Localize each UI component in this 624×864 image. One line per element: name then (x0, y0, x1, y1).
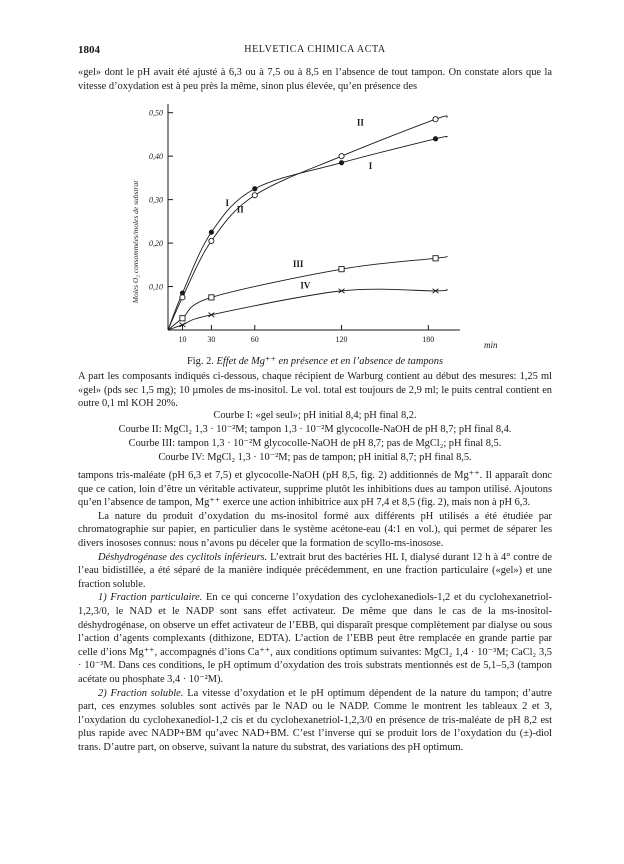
y-tick-label: 0,10 (149, 282, 163, 292)
y-tick-label: 0,40 (149, 152, 163, 162)
curve-label-IV: IV (300, 280, 311, 291)
data-point (433, 117, 438, 122)
x-tick-label: 60 (250, 335, 259, 344)
curve-label-I: I (368, 161, 373, 172)
paragraph: tampons tris-maléate (pH 6,3 et 7,5) et glycocolle-NaOH (pH 8,5, fig. 2) additionnés de Mg⁺⁺. Il apparaît donc que ce cation, loin d’être un véritable activateur, supprime plutôt les inhibitions dues au tampon utilisé. Ajoutons qu’en l’absence de tampon, Mg⁺⁺ exerce une action inhibitrice aux pH 7,4 et 8,5 (fig. 2), mais non à pH 6,3. (78, 470, 552, 509)
data-point (209, 230, 214, 235)
figure-caption-text: Effet de Mg⁺⁺ en présence et en l’absence de tampons (216, 356, 443, 367)
y-axis-label: Moles O₂ consommées/moles de substrat (131, 180, 140, 304)
journal-name: HELVETICA CHIMICA ACTA (244, 44, 386, 55)
section-heading: Déshydrogénase des cyclitols inférieurs. (98, 551, 268, 563)
x-tick-label: 120 (335, 335, 348, 344)
curve-label-I-upper: I (225, 198, 230, 209)
y-tick-label: 0,30 (149, 195, 163, 205)
body-text (78, 469, 552, 754)
curve-line-2: Courbe II: MgCl₂ 1,3 · 10⁻²M; tampon 1,3 · 10⁻²M glycocolle-NaOH de pH 8,7; pH final 8,4. (118, 424, 512, 435)
curve-line-4: Courbe IV: MgCl₂ 1,3 · 10⁻²M; pas de tampon; pH initial 8,7; pH final 8,5. (158, 452, 472, 463)
paragraph: Déshydrogénase des cyclitols inférieurs. L’extrait brut des bactéries HL I, dialysé durant 12 h à 4° contre de l’eau bidistillée, a été séparé de la manière indiquée précédemment, en une fraction particulaire («gel») et une fraction soluble. (78, 551, 552, 590)
x-tick-label: 30 (207, 335, 216, 344)
figure-2 (120, 94, 510, 356)
curve-label-II-upper: II (356, 117, 364, 128)
y-tick-label: 0,50 (149, 108, 163, 118)
figure-caption (78, 355, 552, 367)
figure-caption-label: Fig. 2. (187, 356, 214, 367)
page-header (78, 44, 552, 58)
x-tick-label: 10 (178, 335, 187, 344)
curve-label-II: II (236, 204, 244, 215)
data-point (209, 295, 214, 300)
intro-paragraph: «gel» dont le pH avait été ajusté à 6,3 ou à 7,5 ou à 8,5 en l’absence de tout tampon. On constate alors que la vitesse d’oxydation est à peu près la même, sinon plus élevée, qu’en présence des (78, 67, 552, 92)
data-point (339, 267, 344, 272)
paragraph: 2) Fraction soluble. La vitesse d’oxydation et le pH optimum dépendent de la nature du tampon; d’autre part, ces enzymes solubles sont activés par le NAD ou le NADP. Comme le montrent les tableaux 2 et 3, l’oxydation du cyclohexanediol-1,2 cis et du cyclohexanetriol-1,2,3/0 en présence de tris-maléate de pH 8,2 est plus rapide avec NADP+BM qu’avec NAD+BM. C’est l’inverse qui se produit lors de l’oxydation du (±)-diol trans. D’autre part, on observe, suivant la nature du substrat, des variations des pH optimum. (78, 687, 553, 753)
data-point (209, 238, 214, 243)
data-point (180, 316, 185, 321)
data-point (252, 186, 257, 191)
section-heading: 2) Fraction soluble. (98, 687, 184, 699)
curve-III (168, 257, 447, 330)
page-number: 1804 (78, 44, 100, 56)
data-point (180, 295, 185, 300)
data-point (433, 136, 438, 141)
data-point (339, 160, 344, 165)
curve-line-3: Courbe III: tampon 1,3 · 10⁻²M glycocolle-NaOH de pH 8,7; pas de MgCl₂; pH final 8,5. (128, 438, 502, 449)
oxygen-uptake-chart (120, 94, 510, 356)
data-point (433, 256, 438, 261)
data-point (339, 154, 344, 159)
x-tick-label: 180 (422, 335, 435, 344)
figure-legend-intro: A part les composants indiqués ci-dessous, chaque récipient de Warburg contient au début des mesures: 1,25 ml «gel» (pds sec 1,5 mg); 10 µmoles de ms-inositol. Le vol. total est toujours de 2,9 ml; le puits central contient en outre 0,1 ml KOH 20%. (78, 371, 552, 410)
paragraph: 1) Fraction particulaire. En ce qui concerne l’oxydation des cyclohexanediols-1,2 et du cyclohexanetriol-1,2,3/0, le NAD et le NADP sont sans effet activateur. De même que dans le cas de la ms-inositol-déshydrogénase, on observe un effet activateur de l’EBB, qui disparaît presque complètement par dialyse ou sous l’action d’agents complexants (dithizone, EDTA). L’action de l’EBB peut être remplacée en grande partie par celle d’ions Mg⁺⁺, accompagnés d’ions Ca⁺⁺, aux conditions optimum suivantes: MgCl₂ 1,4 · 10⁻³M; CaCl₂ 3,5 · 10⁻³M. Dans ces conditions, le pH optimum d’oxydation des trois substrats mentionnés est de 5,1–5,3 (tampon acétate ou phosphate 3,4 · 10⁻²M). (78, 592, 552, 685)
curve-line-1: Courbe I: «gel seul»; pH initial 8,4; pH final 8,2. (213, 410, 417, 421)
data-point (252, 193, 257, 198)
curve-label-III: III (292, 258, 304, 269)
x-axis-unit: min (484, 340, 498, 350)
y-tick-label: 0,20 (149, 239, 163, 249)
section-heading: 1) Fraction particulaire. (98, 592, 203, 604)
paragraph: La nature du produit d’oxydation du ms-inositol formé aux différents pH utilisés a été étudiée par chromatographie sur papier, en particulier dans le système acétone-eau (4:1 en vol.), qui permet de séparer les divers inososes connus: nous n’avons pu déceler que la formation de scyllo-ms-inosose. (78, 510, 552, 549)
